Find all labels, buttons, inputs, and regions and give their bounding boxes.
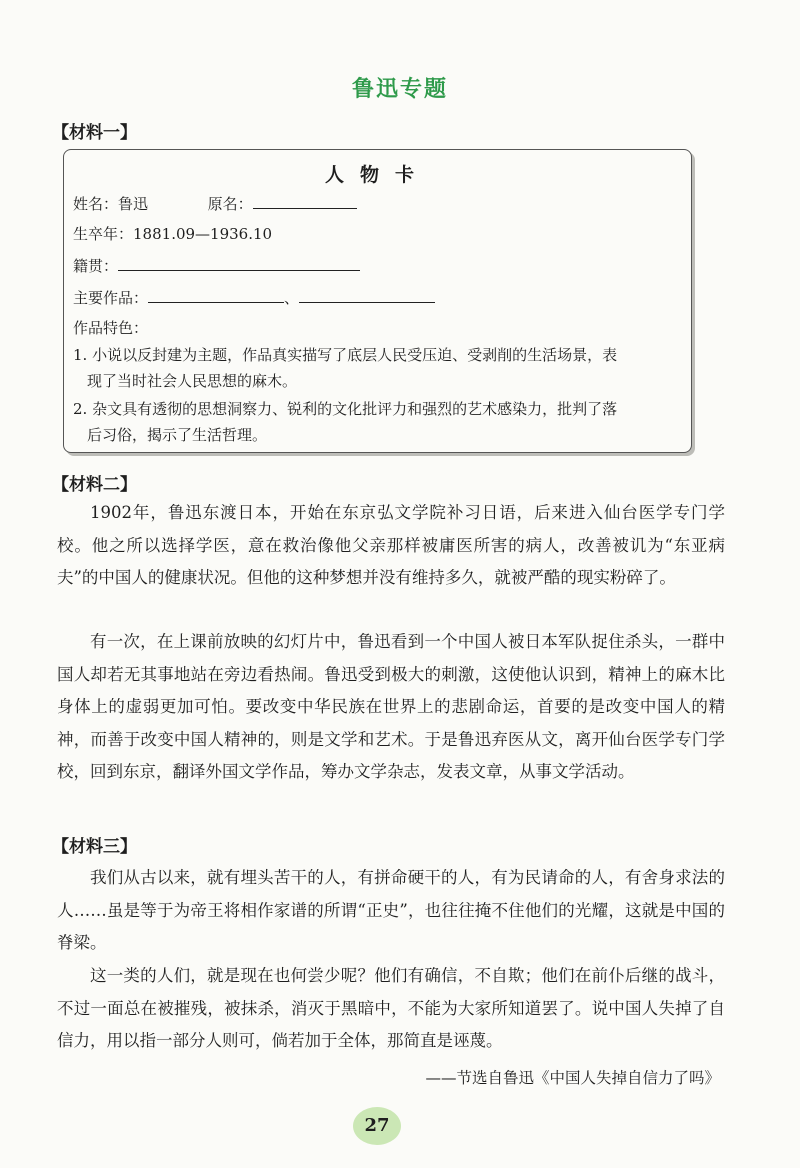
hometown-row: [73, 254, 360, 276]
feature-2-line2: 后习俗，揭示了生活哲理。: [87, 426, 268, 444]
material3-heading: 【材料三】: [52, 837, 137, 857]
feature-1-line2: 现了当时社会人民思想的麻木。: [87, 372, 298, 390]
material2-paragraph-2: 有一次，在上课前放映的幻灯片中，鲁迅看到一个中国人被日本军队捉住杀头，一群中国人却若无其事地站在旁边看热闹。鲁迅受到极大的刺激，这使他认识到，精神上的麻木比身体上的虚弱更加可怕。要改变中华民族在世界上的悲剧命运，首要的是改变中国人的精神，而善于改变中国人精神的，则是文学和艺术。于是鲁迅弃医从文，离开仙台医学专门学校，回到东京，翻译外国文学作品，筹办文学杂志，发表文章，从事文学活动。: [57, 632, 725, 781]
original-name-label: 原名：: [207, 195, 253, 213]
works-blank-2: [299, 286, 435, 303]
card-title: 人物卡: [324, 164, 430, 186]
feature-1-line1: 1. 小说以反封建为主题，作品真实描写了底层人民受压迫、受剥削的生活场景，表: [73, 346, 618, 364]
feature-2-line1: 2. 杂文具有透彻的思想洞察力、锐利的文化批评力和强烈的艺术感染力，批判了落: [73, 400, 618, 418]
source-citation: ——节选自鲁迅《中国人失掉自信力了吗》: [425, 1069, 720, 1087]
original-name-blank: [253, 192, 357, 209]
lifespan-label: 生卒年：: [73, 225, 134, 243]
name-label: 姓名：: [73, 195, 119, 213]
material2-heading: 【材料二】: [52, 475, 137, 495]
works-blank-1: [148, 286, 284, 303]
hometown-blank: [118, 254, 360, 271]
material3-paragraph-2: 这一类的人们，就是现在也何尝少呢？他们有确信，不自欺；他们在前仆后继的战斗，不过一面总在被摧残，被抹杀，消灭于黑暗中，不能为大家所知道罢了。说中国人失掉了自信力，用以指一部分人则可，倘若加于全体，那简直是诬蔑。: [57, 966, 725, 1050]
name-row: [73, 192, 357, 214]
feature-item-2: [73, 396, 679, 448]
material1-heading: 【材料一】: [52, 123, 137, 143]
material2-paragraph-1: 1902年，鲁迅东渡日本，开始在东京弘文学院补习日语，后来进入仙台医学专门学校。他之所以选择学医，意在救治像他父亲那样被庸医所害的病人，改善被讥为“东亚病夫”的中国人的健康状况。但他的这种梦想并没有维持多久，就被严酷的现实粉碎了。: [57, 503, 725, 587]
name-value: 鲁迅: [118, 195, 149, 213]
works-row: [73, 286, 435, 308]
lifespan-value: 1881.09—1936.10: [133, 225, 273, 243]
works-separator: 、: [284, 289, 300, 307]
lifespan-row: [73, 223, 272, 244]
feature-item-1: [73, 342, 679, 394]
features-label: 作品特色：: [73, 319, 149, 337]
hometown-label: 籍贯：: [73, 257, 119, 275]
character-card: [63, 149, 692, 453]
page-title: 鲁迅专题: [351, 77, 448, 102]
material3-paragraph-1: 我们从古以来，就有埋头苦干的人，有拼命硬干的人，有为民请命的人，有舍身求法的人……虽是等于为帝王将相作家谱的所谓“正史”，也往往掩不住他们的光耀，这就是中国的脊梁。: [57, 868, 725, 952]
page-number: 27: [353, 1107, 401, 1145]
works-label: 主要作品：: [73, 289, 149, 307]
